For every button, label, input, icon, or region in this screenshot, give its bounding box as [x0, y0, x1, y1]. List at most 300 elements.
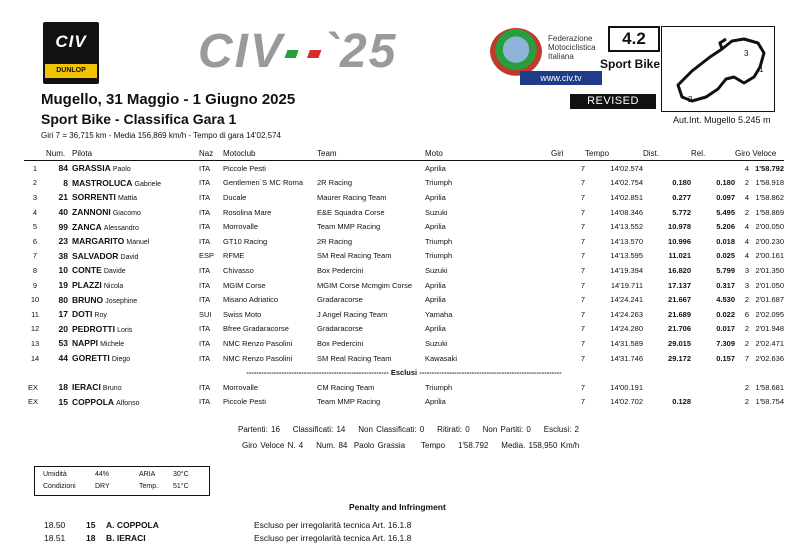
cell-best-lap-time: 2'00.161 [755, 251, 784, 261]
event-title: Mugello, 31 Maggio - 1 Giugno 2025 [41, 91, 296, 108]
cell-rel [691, 380, 735, 395]
cell-moto: Suzuki [425, 338, 448, 348]
cell-best-lap-number: 2 [744, 338, 749, 348]
cell-motoclub: Piccole Pesti [223, 397, 266, 407]
cell-dist: 11.021 [668, 251, 691, 261]
rider-first-name: David [120, 253, 139, 261]
cell-dist: 21.706 [668, 324, 691, 334]
cell-team: Maurer Racing Team [317, 192, 387, 202]
cell-tempo: 14'02.754 [610, 178, 643, 188]
rider-first-name: Gabriele [134, 180, 162, 188]
penalty-name: B. IERACI [106, 533, 146, 543]
cell-giri: 7 [580, 163, 585, 173]
cell-team: Team MMP Racing [317, 397, 381, 407]
rider-last-name: GRASSIA [72, 163, 111, 174]
cell-giri: 7 [580, 280, 585, 290]
rider-last-name: NAPPI [72, 338, 98, 349]
cell-best-lap-number: 4 [744, 192, 749, 202]
cell-tempo: 14'24.241 [610, 295, 643, 305]
cell-best-lap-time: 1'58.681 [755, 382, 784, 392]
cell-naz: ESP [199, 251, 215, 261]
rider-last-name: PEDROTTI [72, 323, 115, 334]
cell-giri: 7 [580, 309, 585, 319]
cell-naz: ITA [199, 163, 211, 173]
cell-pilota [68, 219, 199, 234]
cell-moto: Suzuki [425, 265, 448, 275]
cell-rel: 5.799 [716, 265, 735, 275]
cell-naz: ITA [199, 295, 211, 305]
cell-moto: Aprilia [425, 163, 446, 173]
cell-dist [643, 380, 691, 395]
cell-best-lap-number: 3 [744, 265, 749, 275]
cell-tempo: 14'13.552 [610, 222, 643, 232]
race-stats-line-1: Partenti: 16 Classificati: 14 Non Classificati: 0 Ritirati: 0 Non Partiti: 0 Esclusi: 2 [238, 425, 580, 434]
cell-giri: 7 [580, 222, 585, 232]
table-row [24, 322, 784, 337]
cell-tempo: 14'31.589 [610, 338, 643, 348]
cell-team: Gradaracorse [317, 295, 363, 305]
track-outline-icon [662, 27, 774, 111]
cell-pos: EX [28, 382, 39, 392]
cell-pilota [68, 395, 199, 410]
penalty-text: Escluso per irregolarità tecnica Art. 16.1.8 [254, 520, 412, 530]
cell-num: 44 [58, 353, 68, 364]
humidity-value: 44% [95, 471, 110, 478]
cell-tempo: 14'02.574 [610, 163, 643, 173]
cell-pos: 13 [30, 338, 40, 348]
cell-best-lap-number: 4 [744, 163, 749, 173]
cell-motoclub: MGIM Corse [223, 280, 266, 290]
cell-giri: 7 [580, 324, 585, 334]
cell-dist: 17.137 [668, 280, 691, 290]
fmi-text [548, 34, 596, 61]
cell-giri: 7 [580, 338, 585, 348]
cell-giri: 7 [580, 382, 585, 392]
cell-pos: 8 [32, 265, 38, 275]
cell-tempo: 14'00.191 [610, 382, 643, 392]
cell-naz: ITA [199, 265, 211, 275]
cell-best-lap-time: 2'01.050 [755, 280, 784, 290]
cell-pilota [68, 336, 199, 351]
cell-best-lap-time: 1'58.918 [755, 178, 784, 188]
col-team: Team [317, 146, 425, 161]
cell-pilota [68, 190, 199, 205]
cell-pilota [68, 176, 199, 191]
col-pilota: Pilota [68, 146, 199, 161]
cell-moto: Triumph [425, 382, 453, 392]
col-giro-veloce: Giro Veloce [735, 146, 784, 161]
table-row [24, 292, 784, 307]
cell-best-lap-time: 1'58.792 [755, 163, 784, 173]
track-label-2: 2 [688, 95, 693, 104]
weather-box [34, 466, 210, 496]
cell-moto: Aprilia [425, 324, 446, 334]
cell-giri: 7 [580, 178, 585, 188]
cell-motoclub: Misano Adriatico [223, 295, 279, 305]
cell-pos: EX [28, 397, 39, 407]
fmi-line-1: Federazione [548, 34, 593, 43]
cell-rel: 0.157 [716, 353, 735, 363]
cell-rel: 0.025 [716, 251, 735, 261]
cell-motoclub: Rosolina Mare [223, 207, 272, 217]
cell-team: 2R Racing [317, 236, 353, 246]
cell-dist: 21.667 [668, 295, 691, 305]
cell-moto: Triumph [425, 251, 453, 261]
col-dist: Dist. [643, 146, 691, 161]
cell-best-lap-time: 2'02.636 [755, 353, 784, 363]
cell-rel: 0.018 [716, 236, 735, 246]
cell-pos: 3 [32, 192, 38, 202]
air-value: 30°C [173, 471, 189, 478]
cell-pos: 7 [32, 251, 38, 261]
cell-pos: 4 [32, 207, 38, 217]
humidity-label: Umidità [43, 471, 67, 478]
race-stats-line-2: Giro Veloce N. 4 Num. 84 Paolo Grassia Tempo 1'58.792 Media. 158,950 Km/h [242, 441, 580, 450]
rider-first-name: Michele [100, 341, 125, 349]
col-naz: Naz [199, 146, 223, 161]
cell-motoclub: Chivasso [223, 265, 254, 275]
cell-best-lap-number: 2 [744, 324, 749, 334]
cell-best-lap-number: 4 [744, 222, 749, 232]
cell-naz: ITA [199, 397, 211, 407]
rider-last-name: ZANNONI [72, 207, 111, 218]
cell-moto: Aprilia [425, 222, 446, 232]
cell-giri: 7 [580, 251, 585, 261]
cell-pos: 11 [31, 309, 39, 319]
cell-num: 80 [58, 294, 68, 305]
cell-naz: ITA [199, 192, 211, 202]
rider-first-name: Paolo [112, 166, 131, 174]
cell-moto: Triumph [425, 178, 453, 188]
big-title-main: CIV [198, 25, 285, 78]
track-label-3: 3 [744, 49, 749, 58]
cell-giri: 7 [580, 295, 585, 305]
cell-naz: SUI [199, 309, 212, 319]
cell-pos: 10 [30, 295, 40, 305]
cell-dist: 29.015 [668, 338, 691, 348]
rider-last-name: BRUNO [72, 294, 104, 305]
cell-pilota [68, 278, 199, 293]
table-row [24, 190, 784, 205]
table-row [24, 380, 784, 395]
col-pos [24, 146, 46, 161]
rider-last-name: CONTE [72, 265, 102, 276]
race-info: Giri 7 = 36,715 km - Media 156,869 km/h - Tempo di gara 14'02.574 [41, 131, 281, 140]
cell-tempo: 14'24.263 [610, 309, 643, 319]
cell-motoclub: NMC Renzo Pasolini [223, 338, 293, 348]
cell-best-lap-time: 2'01.350 [755, 265, 784, 275]
cell-naz: ITA [199, 338, 211, 348]
category-label: Sport Bike [600, 57, 661, 71]
cell-giri: 7 [580, 207, 585, 217]
cell-pilota [68, 380, 199, 395]
cell-best-lap-time: 2'02.471 [755, 338, 784, 348]
air-label: ARIA [139, 471, 156, 478]
cell-team: 2R Racing [317, 178, 353, 188]
cell-num: 20 [58, 323, 68, 334]
table-row [24, 249, 784, 264]
cell-motoclub: GT10 Racing [223, 236, 268, 246]
cell-naz: ITA [199, 207, 211, 217]
fmi-line-3: Italiana [548, 52, 574, 61]
cell-pilota [68, 234, 199, 249]
civ-25-title [198, 26, 397, 78]
table-row [24, 278, 784, 293]
rider-last-name: DOTI [72, 309, 93, 320]
cell-best-lap-number: 7 [744, 353, 749, 363]
penalty-text: Escluso per irregolarità tecnica Art. 16.1.8 [254, 533, 412, 543]
rider-first-name: Mattia [118, 195, 138, 203]
cell-rel: 4.530 [716, 295, 735, 305]
rider-last-name: MARGARITO [72, 236, 125, 247]
cell-moto: Triumph [425, 236, 453, 246]
cell-pilota [68, 292, 199, 307]
cell-giri: 7 [580, 353, 585, 363]
track-temp-value: 51°C [173, 483, 189, 490]
cell-team: J Angel Racing Team [317, 309, 388, 319]
cell-moto: Kawasaki [425, 353, 458, 363]
cell-pos: 5 [32, 222, 38, 232]
col-moto: Moto [425, 146, 551, 161]
cell-dist: 0.180 [672, 178, 691, 188]
cell-tempo: 14'19.394 [610, 265, 643, 275]
cell-num: 53 [58, 338, 68, 349]
rider-last-name: SORRENTI [72, 192, 116, 203]
cell-moto: Aprilia [425, 397, 446, 407]
cell-rel: 0.097 [716, 192, 735, 202]
cell-dist: 10.996 [668, 236, 691, 246]
cell-pos: 6 [32, 236, 38, 246]
cell-num: 8 [63, 177, 68, 188]
cell-motoclub: NMC Renzo Pasolini [223, 353, 293, 363]
cell-dist: 16.820 [668, 265, 691, 275]
rider-last-name: MASTROLUCA [72, 177, 133, 188]
cell-tempo: 14'13.595 [610, 251, 643, 261]
civ-logo [43, 22, 99, 84]
cell-tempo: 14'13.570 [610, 236, 643, 246]
track-label-1: 1 [759, 65, 764, 74]
cell-team: Team MMP Racing [317, 222, 381, 232]
round-number: 4.2 [608, 26, 660, 52]
cell-giri: 7 [580, 265, 585, 275]
rider-first-name: Josephine [105, 297, 138, 305]
cell-moto: Suzuki [425, 207, 448, 217]
cell-best-lap-time: 2'00.230 [755, 236, 784, 246]
col-motoclub: Motoclub [223, 146, 317, 161]
cell-dist: 0.277 [672, 192, 691, 202]
rider-last-name: IERACI [72, 382, 101, 393]
cell-team: CM Racing Team [317, 382, 375, 392]
cell-best-lap-time: 2'01.948 [755, 324, 784, 334]
rider-first-name: Roy [94, 312, 107, 320]
cell-motoclub: RFME [223, 251, 245, 261]
cell-tempo: 14'31.746 [610, 353, 643, 363]
cell-moto: Aprilia [425, 295, 446, 305]
rider-last-name: SALVADOR [72, 250, 119, 261]
cell-giri: 7 [580, 236, 585, 246]
rider-first-name: Alfonso [116, 399, 140, 407]
cell-best-lap-number: 2 [744, 207, 749, 217]
cell-team: SM Real Racing Team [317, 251, 392, 261]
cell-team: MGIM Corse Mcmgim Corse [317, 280, 413, 290]
cell-motoclub: Morrovalle [223, 382, 259, 392]
cell-rel [691, 395, 735, 410]
cell-num: 15 [58, 396, 68, 407]
cell-naz: ITA [199, 236, 211, 246]
cell-team [317, 161, 425, 176]
track-map [661, 26, 775, 112]
cell-pilota [68, 205, 199, 220]
cell-dist [643, 161, 691, 176]
rider-first-name: Bruno [102, 385, 122, 393]
cell-pos: 2 [32, 178, 38, 188]
italian-flag-icon [285, 50, 322, 58]
cell-giri: 7 [580, 397, 585, 407]
cell-num: 10 [58, 265, 68, 276]
cell-num: 38 [58, 250, 68, 261]
dunlop-logo: DUNLOP [45, 64, 97, 78]
cell-best-lap-number: 4 [744, 236, 749, 246]
cell-num: 19 [58, 280, 68, 291]
col-num: Num. [46, 146, 68, 161]
cell-rel: 0.017 [716, 324, 735, 334]
cell-team: Box Pedercini [317, 338, 364, 348]
cell-num: 17 [58, 309, 68, 320]
penalty-num: 15 [86, 520, 96, 530]
col-giri: Giri [551, 146, 585, 161]
cell-dist: 5.772 [672, 207, 691, 217]
cell-best-lap-time: 2'00.050 [755, 222, 784, 232]
table-row [24, 219, 784, 234]
cell-num: 40 [58, 207, 68, 218]
cell-moto: Yamaha [425, 309, 453, 319]
penalty-time: 18.51 [44, 533, 66, 543]
cell-best-lap-number: 4 [744, 251, 749, 261]
table-row [24, 307, 784, 322]
cell-team: E&E Squadra Corse [317, 207, 385, 217]
rider-first-name: Davide [103, 268, 126, 276]
table-row [24, 395, 784, 410]
cell-pilota [68, 249, 199, 264]
table-header [24, 146, 784, 161]
penalty-time: 18.50 [44, 520, 66, 530]
cell-best-lap-number: 2 [744, 382, 749, 392]
cell-dist: 10.978 [668, 222, 691, 232]
cell-motoclub: Swiss Moto [223, 309, 262, 319]
fmi-line-2: Motociclistica [548, 43, 596, 52]
website-link[interactable]: www.civ.tv [520, 71, 602, 85]
cell-pos: 12 [30, 324, 40, 334]
cell-naz: ITA [199, 382, 211, 392]
cell-best-lap-time: 1'58.754 [755, 397, 784, 407]
cell-tempo: 14'19.711 [610, 280, 643, 290]
cell-pilota [68, 263, 199, 278]
table-row [24, 234, 784, 249]
table-row [24, 263, 784, 278]
cell-tempo: 14'02.851 [610, 192, 643, 202]
cell-tempo: 14'02.702 [610, 397, 643, 407]
cell-naz: ITA [199, 178, 211, 188]
excluded-separator-row [24, 365, 784, 380]
cell-rel: 7.309 [716, 338, 735, 348]
cell-pos: 9 [32, 280, 38, 290]
table-row [24, 351, 784, 366]
cell-tempo: 14'24.280 [610, 324, 643, 334]
conditions-value: DRY [95, 483, 110, 490]
rider-last-name: GORETTI [72, 353, 110, 364]
conditions-label: Condizioni [43, 483, 76, 490]
cell-motoclub: Morrovalle [223, 222, 259, 232]
penalty-title: Penalty and Infringment [349, 502, 446, 512]
revised-badge: REVISED [570, 94, 656, 109]
excluded-separator: --------------------------------------------------------- Esclusi --------------------------------------------------------- [246, 368, 562, 378]
rider-first-name: Nicola [103, 283, 124, 291]
fmi-emblem-icon [490, 28, 542, 76]
table-row [24, 176, 784, 191]
cell-pos: 1 [32, 163, 38, 173]
cell-tempo: 14'08.346 [610, 207, 643, 217]
cell-num: 99 [58, 221, 68, 232]
table-row [24, 336, 784, 351]
cell-motoclub: Gentlemen`S MC Roma [223, 178, 304, 188]
civ-logo-text: CIV [55, 32, 87, 51]
cell-best-lap-time: 2'01.687 [755, 295, 784, 305]
cell-num: 21 [58, 192, 68, 203]
cell-best-lap-number: 2 [744, 397, 749, 407]
cell-best-lap-time: 1'58.869 [755, 207, 784, 217]
rider-first-name: Loris [117, 326, 133, 334]
results-table [24, 146, 784, 409]
cell-motoclub: Piccole Pesti [223, 163, 266, 173]
cell-best-lap-number: 2 [744, 178, 749, 188]
cell-rel [691, 161, 735, 176]
track-temp-label: Temp. [139, 483, 159, 490]
cell-best-lap-time: 1'58.862 [755, 192, 784, 202]
classification-title: Sport Bike - Classifica Gara 1 [41, 111, 237, 127]
rider-first-name: Alessandro [103, 224, 139, 232]
cell-best-lap-time: 2'02.095 [755, 309, 784, 319]
cell-rel: 5.495 [716, 207, 735, 217]
cell-pilota [68, 161, 199, 176]
cell-pilota [68, 351, 199, 366]
col-tempo: Tempo [585, 146, 643, 161]
cell-motoclub: Bfree Gradaracorse [223, 324, 289, 334]
rider-last-name: COPPOLA [72, 396, 115, 407]
big-title-year: `25 [322, 25, 398, 78]
cell-giri: 7 [580, 192, 585, 202]
rider-last-name: ZANCA [72, 221, 102, 232]
cell-best-lap-number: 6 [744, 309, 749, 319]
rider-first-name: Manuel [126, 239, 150, 247]
penalty-num: 18 [86, 533, 96, 543]
cell-num: 23 [58, 236, 68, 247]
circuit-info: Aut.Int. Mugello 5.245 m [673, 115, 771, 125]
cell-naz: ITA [199, 222, 211, 232]
penalty-name: A. COPPOLA [106, 520, 159, 530]
cell-dist: 29.172 [668, 353, 691, 363]
cell-rel: 5.206 [716, 222, 735, 232]
cell-moto: Aprilia [425, 280, 446, 290]
cell-naz: ITA [199, 324, 211, 334]
cell-team: Box Pedercini [317, 265, 364, 275]
rider-first-name: Giacomo [112, 210, 141, 218]
cell-dist: 0.128 [672, 397, 691, 407]
table-row [24, 205, 784, 220]
cell-team: SM Real Racing Team [317, 353, 392, 363]
cell-rel: 0.180 [716, 178, 735, 188]
cell-pos: 14 [30, 353, 40, 363]
cell-pilota [68, 307, 199, 322]
